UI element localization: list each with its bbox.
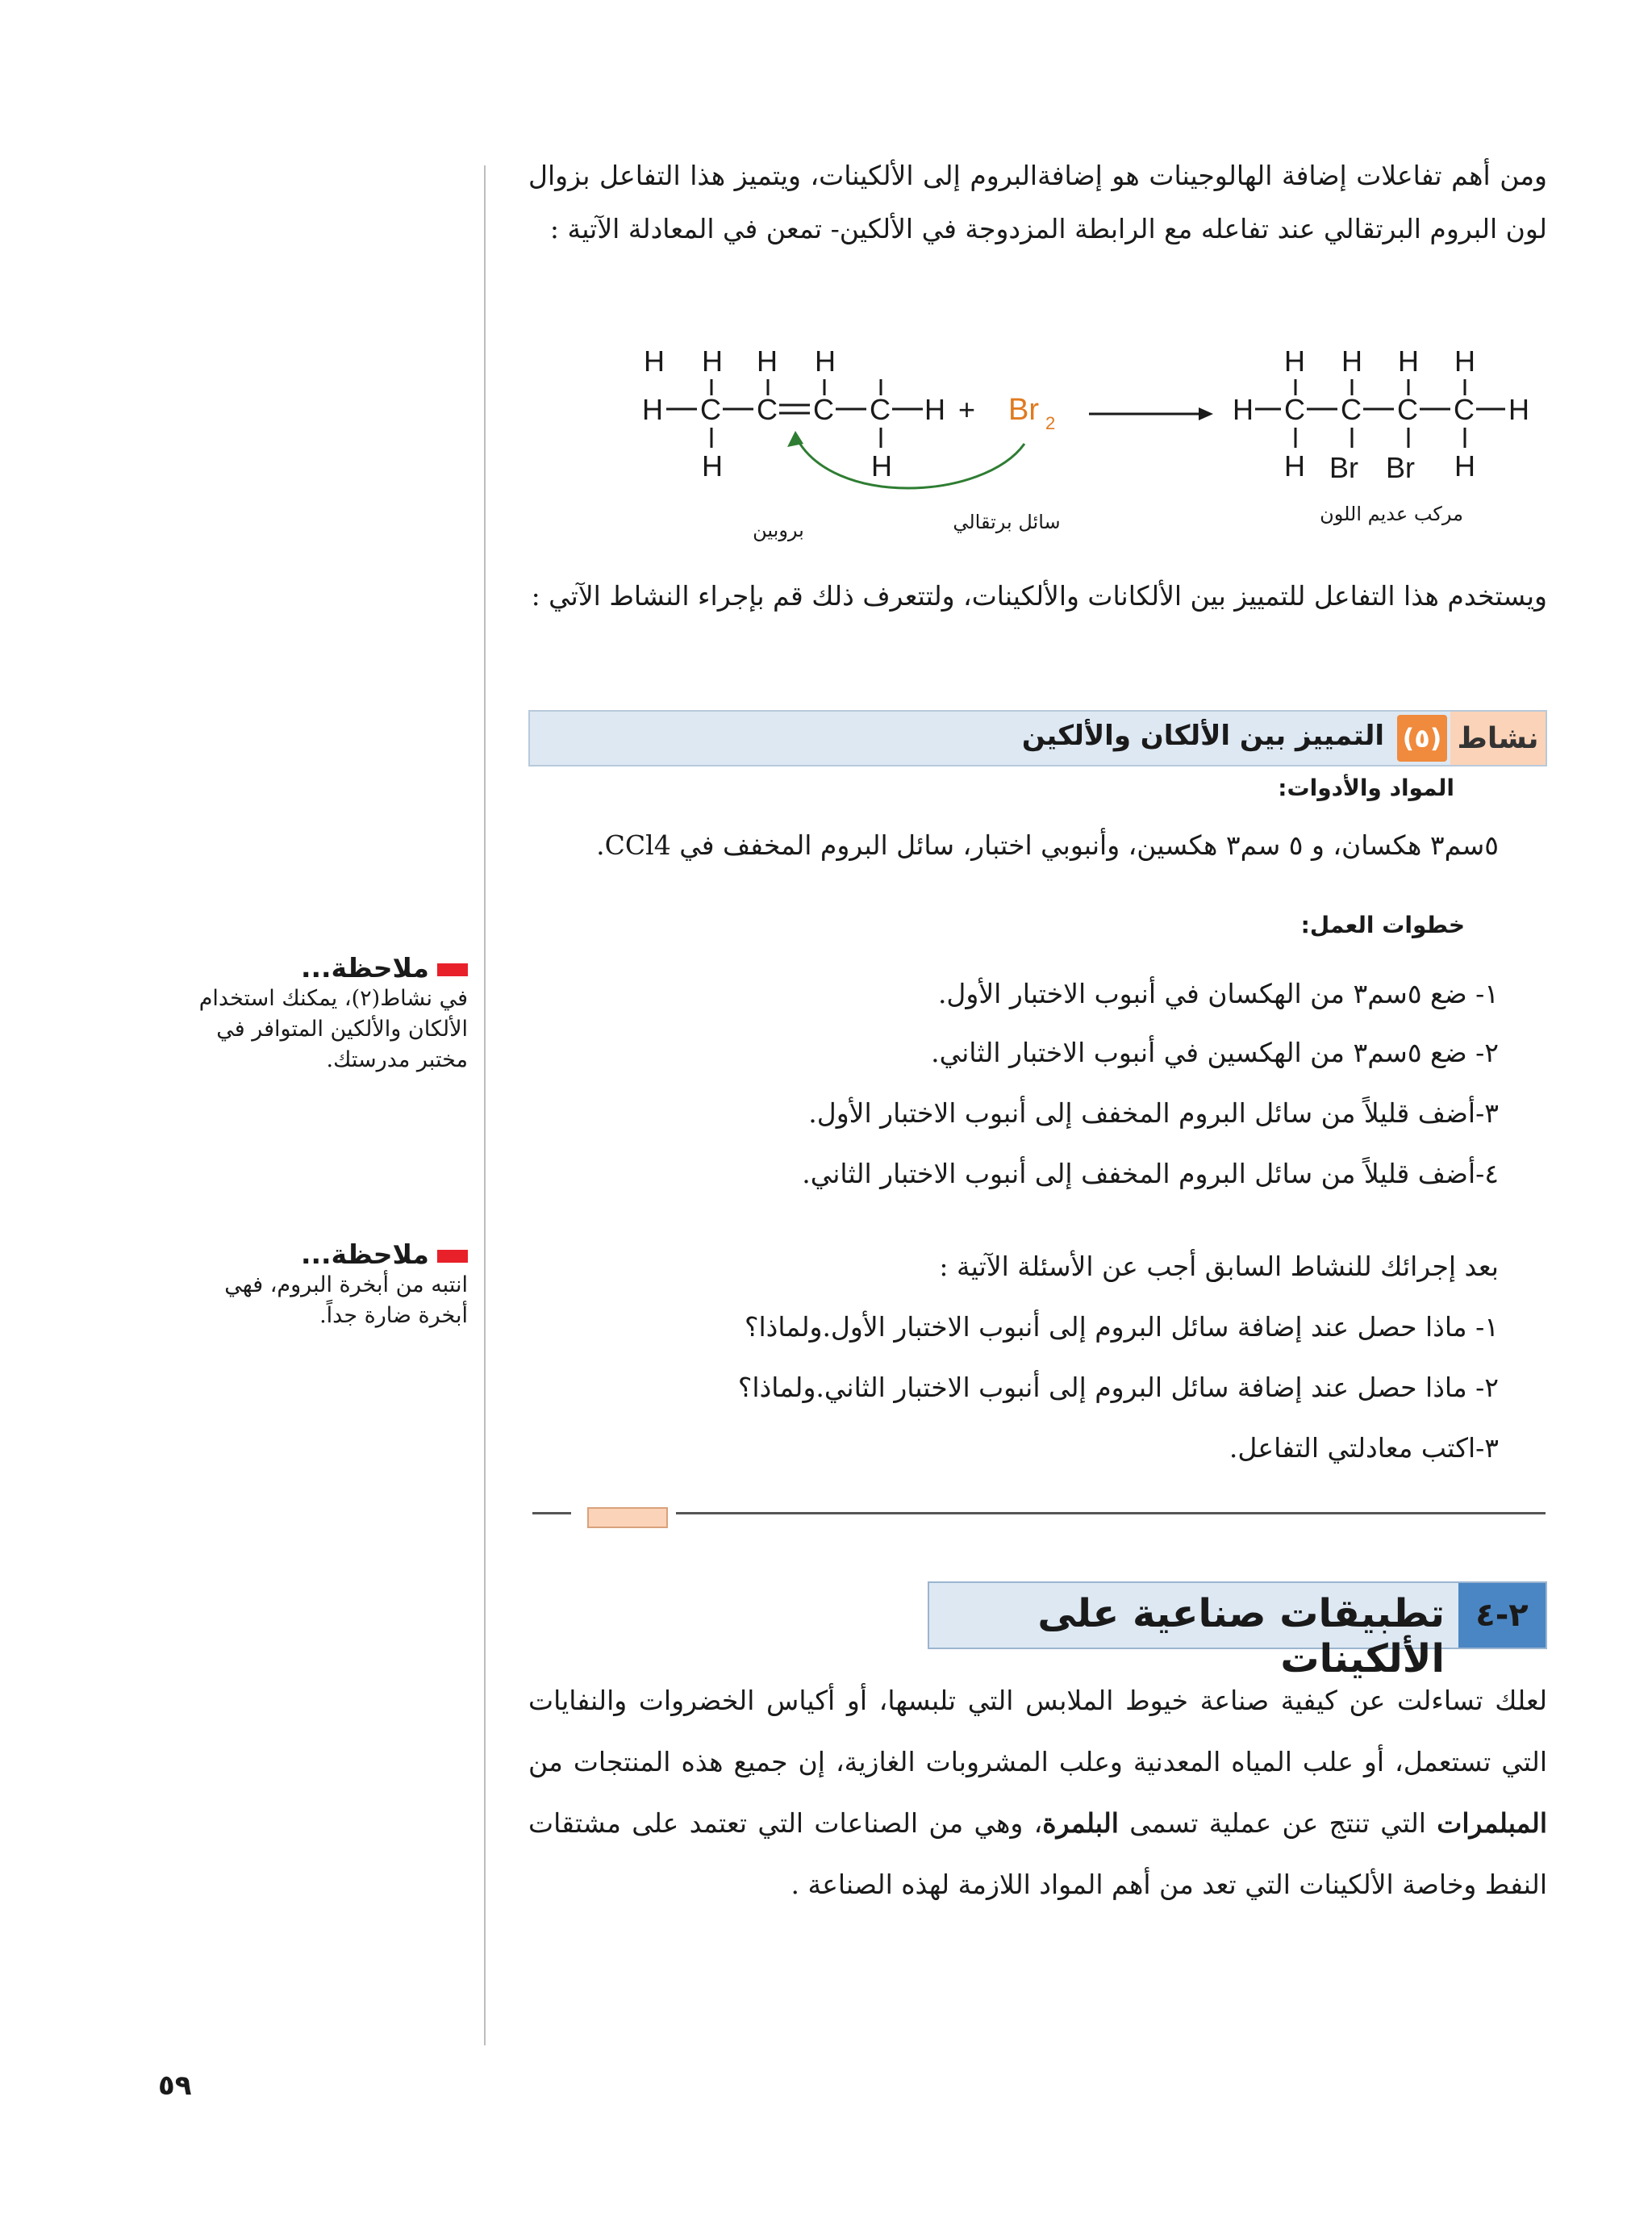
section-number: ٢-٤ [1458, 1583, 1546, 1648]
atom-c: C [757, 393, 778, 426]
note-body: انتبه من أبخرة البروم، فهي أبخرة ضارة جداً. [224, 1272, 468, 1328]
page-number: ٥٩ [158, 2070, 192, 2102]
bromine-formula: Br [1008, 393, 1039, 427]
plus-sign: + [958, 393, 976, 426]
materials-list: ٥سم٣ هكسان، و ٥ سم٣ هكسين، وأنبوبي اختبار، سائل البروم المخفف في CCl4. [596, 829, 1499, 861]
term-polymerization: البلمرة [1042, 1807, 1119, 1839]
atom-c: C [1454, 393, 1475, 426]
side-note [198, 1238, 468, 1331]
atom-c: C [700, 393, 721, 426]
note-bullet-icon [437, 963, 468, 976]
atom-br: Br [1386, 451, 1415, 484]
product-label: مركب عديم اللون [1320, 503, 1463, 525]
questions-intro: بعد إجرائك للنشاط السابق أجب عن الأسئلة الآتية : [939, 1251, 1499, 1282]
term-polymers: المبلمرات [1437, 1807, 1547, 1839]
atom-h: H [1398, 345, 1419, 378]
reaction-arrowhead [1199, 407, 1213, 420]
atom-h: H [644, 345, 665, 378]
atom-h: H [1284, 345, 1305, 378]
step-item: ٣-أضف قليلاً من سائل البروم المخفف إلى أنبوب الاختبار الأول. [808, 1097, 1499, 1129]
activity-header [528, 710, 1547, 766]
atom-c: C [1397, 393, 1418, 426]
atom-h: H [702, 345, 723, 378]
atom-h: H [642, 393, 663, 426]
step-item: ٢- ضع ٥سم٣ من الهكسين في أنبوب الاختبار الثاني. [931, 1037, 1499, 1068]
atom-h: H [1508, 393, 1529, 426]
question-item: ٢- ماذا حصل عند إضافة سائل البروم إلى أنبوب الاختبار الثاني.ولماذا؟ [737, 1372, 1499, 1403]
atom-c: C [813, 393, 834, 426]
question-item: ٣-اكتب معادلتي التفاعل. [1229, 1432, 1499, 1464]
electron-arrow [795, 436, 1024, 488]
atom-h: H [1454, 449, 1475, 482]
step-item: ٤-أضف قليلاً من سائل البروم المخفف إلى أنبوب الاختبار الثاني. [802, 1158, 1499, 1189]
intro-paragraph: ومن أهم تفاعلات إضافة الهالوجينات هو إضافةالبروم إلى الألكينات، ويتميز هذا التفاعل بزوال لون البروم البرتقالي عند تفاعله مع الرابطة المزدوجة في الألكين- تمعن في المعادلة الآتية : [528, 160, 1547, 244]
reactant-label: بروبين [753, 519, 804, 541]
activity-number: (٥) [1397, 715, 1447, 762]
note-body: في نشاط(٢)، يمكنك استخدام الألكان والألكين المتوافر في مختبر مدرستك. [198, 986, 468, 1072]
usage-paragraph: ويستخدم هذا التفاعل للتمييز بين الألكانات والألكينات، ولتتعرف ذلك قم بإجراء النشاط الآتي : [531, 580, 1547, 612]
note-title: ملاحظة... [198, 1238, 468, 1270]
section-paragraph: لعلك تساءلت عن كيفية صناعة خيوط الملابس التي تلبسها، أو أكياس الخضروات والنفايات التي تستعمل، أو علب المياه المعدنية وعلب المشروبات الغازية، إن جميع هذه المنتجات من المبلمرات التي تنتج عن عملية تسمى البلمرة، وهي من الصناعات التي تعتمد على مشتقات النفط وخاصة الألكينات التي تعد من أهم المواد اللازمة لهذه الصناعة . [528, 1685, 1547, 1900]
materials-heading: المواد والأدوات: [1278, 775, 1454, 801]
activity-divider [532, 1507, 1546, 1518]
bromination-equation [613, 331, 1549, 557]
atom-h: H [924, 393, 945, 426]
side-note [198, 952, 468, 1076]
atom-h: H [815, 345, 836, 378]
section-title: تطبيقات صناعية على الألكينات [1037, 1591, 1445, 1681]
reagent-label: سائل برتقالي [953, 511, 1061, 533]
activity-label: نشاط [1450, 712, 1546, 765]
step-item: ١- ضع ٥سم٣ من الهكسان في أنبوب الاختبار الأول. [937, 978, 1499, 1009]
atom-h: H [757, 345, 778, 378]
question-item: ١- ماذا حصل عند إضافة سائل البروم إلى أنبوب الاختبار الأول.ولماذا؟ [744, 1311, 1499, 1343]
note-title: ملاحظة... [198, 952, 468, 984]
atom-h: H [871, 449, 892, 482]
atom-h: H [1341, 345, 1362, 378]
activity-title: التمييز بين الألكان والألكين [1021, 720, 1384, 752]
margin-rule [484, 165, 486, 2045]
atom-h: H [702, 449, 723, 482]
steps-heading: خطوات العمل: [1300, 912, 1465, 938]
section-heading [928, 1581, 1547, 1681]
atom-c: C [870, 393, 891, 426]
atom-h: H [1284, 449, 1305, 482]
bromine-subscript: 2 [1045, 413, 1056, 433]
atom-h: H [1454, 345, 1475, 378]
atom-h: H [1233, 393, 1254, 426]
note-bullet-icon [437, 1250, 468, 1263]
atom-c: C [1341, 393, 1362, 426]
atom-br: Br [1329, 451, 1358, 484]
atom-c: C [1284, 393, 1305, 426]
